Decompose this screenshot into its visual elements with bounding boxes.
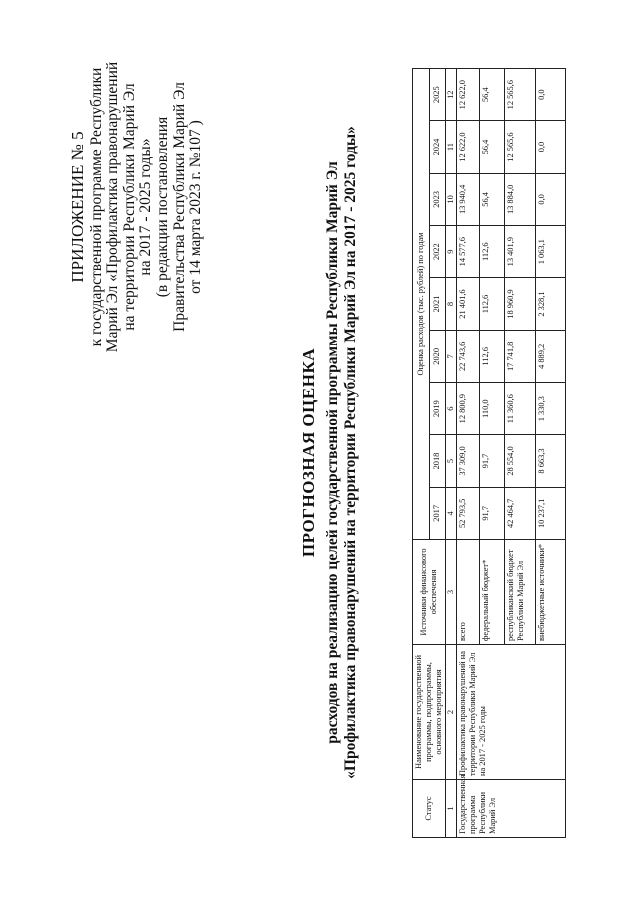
header-estimate: Оценка расходов (тыс. рублей) по годам	[413, 69, 430, 540]
value-cell: 52 793,5	[457, 487, 480, 539]
value-cell: 42 464,7	[505, 487, 536, 539]
header-status: Статус	[413, 780, 446, 838]
source-cell: внебюджетные источники*	[536, 540, 566, 645]
header-year: 2023	[429, 173, 446, 225]
document-title	[300, 90, 360, 815]
appendix-line: Правительства Республики Марий Эл	[170, 82, 188, 332]
value-cell: 21 401,6	[457, 278, 480, 330]
appendix-line: (в редакции постановления	[153, 116, 171, 298]
value-cell: 12 622,0	[457, 121, 480, 173]
value-cell: 0,0	[536, 173, 566, 225]
column-index-row	[446, 69, 457, 838]
column-index: 7	[446, 330, 457, 382]
value-cell: 22 743,6	[457, 330, 480, 382]
header-year: 2018	[429, 435, 446, 487]
header-name: Наименование государственной программы, подпрограммы, основного мероприятия	[413, 645, 446, 780]
value-cell: 91,7	[480, 487, 505, 539]
appendix-line: Марий Эл «Профилактика правонарушений	[104, 61, 122, 353]
source-cell: всего	[457, 540, 480, 645]
program-name-cell: Профилактика правонарушений на территории Республики Марий Эл на 2017 - 2025 годы	[457, 645, 566, 780]
title-heading: ПРОГНОЗНАЯ ОЦЕНКА	[299, 347, 318, 558]
appendix-title: ПРИЛОЖЕНИЕ № 5	[68, 131, 87, 283]
title-line: «Профилактика правонарушений на территории Республики Марий Эл на 2017 - 2025 годы»	[342, 126, 359, 779]
header-year: 2024	[429, 121, 446, 173]
header-year: 2020	[429, 330, 446, 382]
header-source: Источники финансового обеспечения	[413, 540, 446, 645]
header-row	[413, 69, 430, 838]
value-cell: 28 554,0	[505, 435, 536, 487]
value-cell: 18 960,9	[505, 278, 536, 330]
value-cell: 56,4	[480, 173, 505, 225]
column-index: 5	[446, 435, 457, 487]
table-row	[457, 69, 480, 838]
value-cell: 13 401,9	[505, 226, 536, 278]
value-cell: 13 940,4	[457, 173, 480, 225]
header-year: 2022	[429, 226, 446, 278]
value-cell: 91,7	[480, 435, 505, 487]
column-index: 9	[446, 226, 457, 278]
value-cell: 12 800,9	[457, 383, 480, 435]
column-index: 10	[446, 173, 457, 225]
column-index: 3	[446, 540, 457, 645]
appendix-line: к государственной программе Республики	[87, 67, 105, 347]
value-cell: 1 063,1	[536, 226, 566, 278]
appendix-line: на 2017 - 2025 годы»	[137, 138, 155, 276]
column-index: 8	[446, 278, 457, 330]
title-line: расходов на реализацию целей государственной программы Республики Марий Эл	[324, 161, 341, 744]
value-cell: 110,0	[480, 383, 505, 435]
value-cell: 4 889,2	[536, 330, 566, 382]
status-cell: Государственная программа Республики Марий Эл	[457, 780, 566, 838]
value-cell: 2 328,1	[536, 278, 566, 330]
header-year: 2021	[429, 278, 446, 330]
column-index: 4	[446, 487, 457, 539]
header-year: 2017	[429, 487, 446, 539]
appendix-line: от 14 марта 2023 г. №107 )	[187, 120, 205, 294]
source-cell: федеральный бюджет*	[480, 540, 505, 645]
value-cell: 0,0	[536, 121, 566, 173]
value-cell: 56,4	[480, 121, 505, 173]
value-cell: 112,6	[480, 278, 505, 330]
column-index: 11	[446, 121, 457, 173]
source-cell: республиканский бюджет Республики Марий Эл	[505, 540, 536, 645]
value-cell: 11 360,6	[505, 383, 536, 435]
column-index: 12	[446, 69, 457, 121]
column-index: 2	[446, 645, 457, 780]
value-cell: 56,4	[480, 69, 505, 121]
estimate-table	[412, 68, 566, 838]
value-cell: 12 565,6	[505, 121, 536, 173]
header-year: 2025	[429, 69, 446, 121]
value-cell: 1 330,3	[536, 383, 566, 435]
appendix-header	[70, 27, 205, 387]
value-cell: 17 741,8	[505, 330, 536, 382]
value-cell: 112,6	[480, 226, 505, 278]
value-cell: 112,6	[480, 330, 505, 382]
value-cell: 12 565,6	[505, 69, 536, 121]
value-cell: 37 309,0	[457, 435, 480, 487]
value-cell: 10 237,1	[536, 487, 566, 539]
value-cell: 14 577,6	[457, 226, 480, 278]
column-index: 1	[446, 780, 457, 838]
value-cell: 13 884,0	[505, 173, 536, 225]
header-year: 2019	[429, 383, 446, 435]
value-cell: 8 663,3	[536, 435, 566, 487]
appendix-line: на территории Республики Марий Эл	[120, 83, 138, 331]
value-cell: 0,0	[536, 69, 566, 121]
column-index: 6	[446, 383, 457, 435]
value-cell: 12 622,0	[457, 69, 480, 121]
